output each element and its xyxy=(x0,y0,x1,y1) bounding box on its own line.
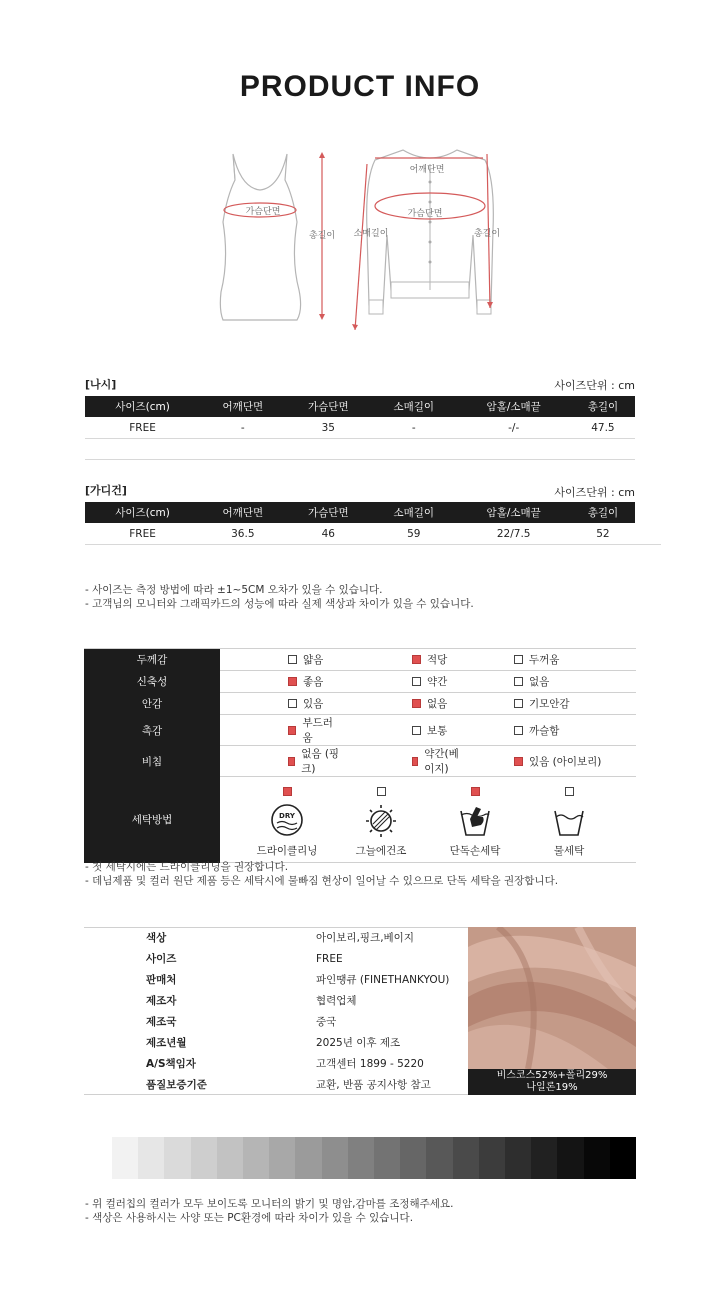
info-row xyxy=(84,1053,468,1074)
hand-wash-icon xyxy=(457,803,493,839)
note-line: - 고객님의 모니터와 그래픽카드의 성능에 따라 실제 색상과 차이가 있을 수 있습니다. xyxy=(85,598,474,610)
cardigan-label: [가디건] xyxy=(85,484,127,497)
divider xyxy=(84,1094,468,1095)
checked-box-icon xyxy=(283,787,292,796)
fabric-composition xyxy=(468,1069,636,1095)
column-header: 소매길이 xyxy=(371,502,456,523)
option-item xyxy=(514,674,549,689)
table-cell: 47.5 xyxy=(591,422,615,434)
option-label: 있음 (아이보리) xyxy=(529,755,602,768)
option-label: 보통 xyxy=(427,724,448,737)
table-cell: 36.5 xyxy=(231,528,255,540)
table-cell: 59 xyxy=(407,528,421,540)
feature-row xyxy=(84,693,636,715)
feature-label: 비침 xyxy=(84,746,220,777)
option-item xyxy=(412,674,447,689)
option-item xyxy=(412,696,447,711)
table-cell: 46 xyxy=(321,528,335,540)
nasi-size-table xyxy=(85,396,635,439)
cardigan-size-table xyxy=(85,502,635,545)
unchecked-box-icon xyxy=(377,787,386,796)
fabric-line-1: 비스코스52%+폴리29% xyxy=(496,1070,608,1081)
gray-swatch xyxy=(217,1137,243,1179)
info-value: 파인땡큐 (FINETHANKYOU) xyxy=(316,974,450,986)
table-cell: FREE xyxy=(129,422,156,434)
feature-row xyxy=(84,715,636,746)
info-key: 색상 xyxy=(146,932,167,944)
table-cell: FREE xyxy=(129,528,156,540)
option-label: 약간(베이지) xyxy=(424,748,459,775)
tank-top-diagram xyxy=(205,140,335,330)
unchecked-box-icon xyxy=(412,677,421,686)
nasi-unit: 사이즈단위 : cm xyxy=(554,379,635,392)
column-header: 사이즈(cm) xyxy=(85,396,200,417)
gray-swatch xyxy=(400,1137,426,1179)
gray-swatch xyxy=(243,1137,269,1179)
gray-swatch xyxy=(295,1137,321,1179)
info-key: A/S책임자 xyxy=(146,1058,196,1070)
fabric-line-2: 나일론19% xyxy=(526,1082,578,1093)
gray-swatch xyxy=(374,1137,400,1179)
divider xyxy=(85,438,635,439)
option-label: 적당 xyxy=(427,654,448,666)
feature-option xyxy=(460,649,636,671)
feature-label: 신축성 xyxy=(84,671,220,693)
unchecked-box-icon xyxy=(288,655,297,664)
option-label: 얇음 xyxy=(303,654,324,666)
info-key: 품질보증기준 xyxy=(146,1079,207,1091)
info-key: 판매처 xyxy=(146,974,177,986)
unchecked-box-icon xyxy=(412,726,421,735)
feature-row xyxy=(84,746,636,777)
cardigan-chest-label: 가슴단면 xyxy=(407,209,443,219)
checked-box-icon xyxy=(471,787,480,796)
dry-clean-icon xyxy=(269,803,305,839)
info-value: 협력업체 xyxy=(316,995,357,1007)
divider xyxy=(85,544,661,545)
option-label: 좋음 xyxy=(303,676,324,688)
grayscale-chart xyxy=(112,1137,636,1179)
page-title: PRODUCT INFO xyxy=(239,70,481,103)
option-item xyxy=(288,746,340,776)
cardigan-length-label: 총길이 xyxy=(473,229,501,239)
option-item xyxy=(514,652,559,667)
option-item xyxy=(412,723,447,738)
cardigan-sleeve-label: 소매길이 xyxy=(353,229,389,239)
gray-swatch xyxy=(164,1137,190,1179)
option-label: 두꺼움 xyxy=(529,654,560,666)
option-item xyxy=(288,652,323,667)
option-label: 기모안감 xyxy=(529,698,570,710)
table-row xyxy=(85,417,635,439)
option-item xyxy=(412,746,460,776)
feature-option xyxy=(340,671,460,693)
option-item xyxy=(514,754,601,769)
gray-swatch xyxy=(348,1137,374,1179)
checked-box-icon xyxy=(288,757,295,766)
feature-row xyxy=(84,649,636,671)
cardigan-diagram xyxy=(345,140,515,335)
gray-swatch xyxy=(453,1137,479,1179)
feature-label: 두께감 xyxy=(84,649,220,671)
wash-method xyxy=(336,781,426,858)
gray-swatch xyxy=(531,1137,557,1179)
column-header: 가슴단면 xyxy=(286,502,371,523)
note-line: - 색상은 사용하시는 사양 또는 PC환경에 따라 차이가 있을 수 있습니다. xyxy=(85,1212,414,1224)
cardigan-unit: 사이즈단위 : cm xyxy=(554,486,635,499)
table-row xyxy=(85,523,635,545)
wash-method xyxy=(242,781,332,858)
gray-swatch xyxy=(557,1137,583,1179)
info-value: 2025년 이후 제조 xyxy=(316,1037,401,1049)
feature-option xyxy=(340,693,460,715)
info-key: 제조국 xyxy=(146,1016,177,1028)
nasi-label: [나시] xyxy=(85,378,117,391)
option-item xyxy=(288,715,340,745)
checked-box-icon xyxy=(412,699,421,708)
checked-box-icon xyxy=(514,757,523,766)
option-label: 까슬함 xyxy=(529,724,560,737)
gray-swatch xyxy=(584,1137,610,1179)
column-header: 총길이 xyxy=(571,502,635,523)
cardigan-shoulder-label: 어깨단면 xyxy=(409,165,445,175)
note-line: - 데님제품 및 컬러 원단 제품 등은 세탁시에 물빠짐 현상이 일어날 수 있으므로 단독 세탁을 권장합니다. xyxy=(85,875,559,887)
feature-option xyxy=(340,715,460,746)
monitor-notes xyxy=(85,1197,453,1225)
washing-methods xyxy=(220,777,636,863)
gray-swatch xyxy=(505,1137,531,1179)
size-notes xyxy=(85,583,474,611)
option-item xyxy=(514,696,570,711)
feature-option xyxy=(220,693,340,715)
column-header: 가슴단면 xyxy=(286,396,371,417)
table-cell: 35 xyxy=(321,422,335,434)
info-row xyxy=(84,1032,468,1053)
wash-method xyxy=(430,781,520,858)
info-value: 중국 xyxy=(316,1016,337,1028)
wash-label: 그늘에건조 xyxy=(355,845,407,857)
shade-dry-icon xyxy=(363,803,399,839)
table-cell: - xyxy=(240,422,245,434)
dry-badge: DRY xyxy=(279,812,295,820)
unchecked-box-icon xyxy=(514,655,523,664)
gray-swatch xyxy=(610,1137,636,1179)
option-label: 부드러움 xyxy=(302,717,333,744)
info-value: 교환, 반품 공지사항 참고 xyxy=(316,1079,431,1091)
checked-box-icon xyxy=(412,757,418,766)
checked-box-icon xyxy=(288,677,297,686)
info-key: 제조자 xyxy=(146,995,177,1007)
feature-option xyxy=(460,746,636,777)
feature-row xyxy=(84,671,636,693)
gray-swatch xyxy=(479,1137,505,1179)
option-item xyxy=(514,723,559,738)
unchecked-box-icon xyxy=(514,677,523,686)
info-row xyxy=(84,1074,468,1095)
info-row xyxy=(84,969,468,990)
info-key: 제조년월 xyxy=(146,1037,187,1049)
product-info-table xyxy=(84,927,468,1095)
gray-swatch xyxy=(112,1137,138,1179)
option-item xyxy=(288,674,323,689)
divider xyxy=(85,459,635,460)
option-label: 없음 xyxy=(427,698,448,710)
option-item xyxy=(412,652,447,667)
wash-label: 단독손세탁 xyxy=(449,845,501,857)
column-header: 소매길이 xyxy=(371,396,456,417)
note-line: - 첫 세탁시에는 드라이클리닝을 권장합니다. xyxy=(85,861,289,873)
feature-option xyxy=(340,649,460,671)
feature-option xyxy=(220,746,340,777)
column-header: 어깨단면 xyxy=(200,502,285,523)
checked-box-icon xyxy=(288,726,296,735)
feature-option xyxy=(460,671,636,693)
table-cell: - xyxy=(411,422,416,434)
feature-option xyxy=(220,715,340,746)
feature-option xyxy=(340,746,460,777)
note-line: - 위 컬러칩의 컬러가 모두 보이도록 모니터의 밝기 및 명암,감마를 조정해주세요. xyxy=(85,1198,454,1210)
info-row xyxy=(84,990,468,1011)
checked-box-icon xyxy=(412,655,421,664)
fabric-photo xyxy=(468,927,636,1069)
info-value: 고객센터 1899 - 5220 xyxy=(316,1058,424,1070)
gray-swatch xyxy=(269,1137,295,1179)
feature-option xyxy=(460,693,636,715)
wash-label: 드라이클리닝 xyxy=(256,845,318,857)
unchecked-box-icon xyxy=(514,726,523,735)
option-item xyxy=(288,696,323,711)
washing-label: 세탁방법 xyxy=(84,777,220,863)
gray-swatch xyxy=(322,1137,348,1179)
info-value: FREE xyxy=(316,952,343,965)
gray-swatch xyxy=(138,1137,164,1179)
feature-label: 촉감 xyxy=(84,715,220,746)
feature-option xyxy=(220,671,340,693)
wash-method xyxy=(524,781,614,858)
column-header: 총길이 xyxy=(571,396,635,417)
unchecked-box-icon xyxy=(565,787,574,796)
feature-table xyxy=(84,648,636,863)
column-header: 암홀/소매끝 xyxy=(457,502,571,523)
note-line: - 사이즈는 측정 방법에 따라 ±1~5CM 오차가 있을 수 있습니다. xyxy=(85,584,383,596)
feature-label: 안감 xyxy=(84,693,220,715)
unchecked-box-icon xyxy=(288,699,297,708)
info-key: 사이즈 xyxy=(146,953,177,965)
option-label: 없음 (핑크) xyxy=(301,748,340,775)
wash-label: 물세탁 xyxy=(553,845,585,857)
column-header: 암홀/소매끝 xyxy=(457,396,571,417)
column-header: 어깨단면 xyxy=(200,396,285,417)
option-label: 있음 xyxy=(303,698,324,710)
feature-option xyxy=(460,715,636,746)
feature-option xyxy=(220,649,340,671)
table-cell: 52 xyxy=(596,528,610,540)
table-cell: -/- xyxy=(508,422,520,434)
tank-length-label: 총길이 xyxy=(308,231,335,241)
option-label: 없음 xyxy=(529,676,550,688)
tank-chest-label: 가슴단면 xyxy=(245,207,281,217)
table-cell: 22/7.5 xyxy=(496,528,531,540)
wash-notes xyxy=(85,860,558,888)
info-value: 아이보리,핑크,베이지 xyxy=(316,932,414,944)
gray-swatch xyxy=(426,1137,452,1179)
info-row xyxy=(84,927,468,948)
info-row xyxy=(84,948,468,969)
option-label: 약간 xyxy=(427,676,448,688)
unchecked-box-icon xyxy=(514,699,523,708)
gray-swatch xyxy=(191,1137,217,1179)
water-wash-icon xyxy=(551,803,587,839)
column-header: 사이즈(cm) xyxy=(85,502,200,523)
info-row xyxy=(84,1011,468,1032)
